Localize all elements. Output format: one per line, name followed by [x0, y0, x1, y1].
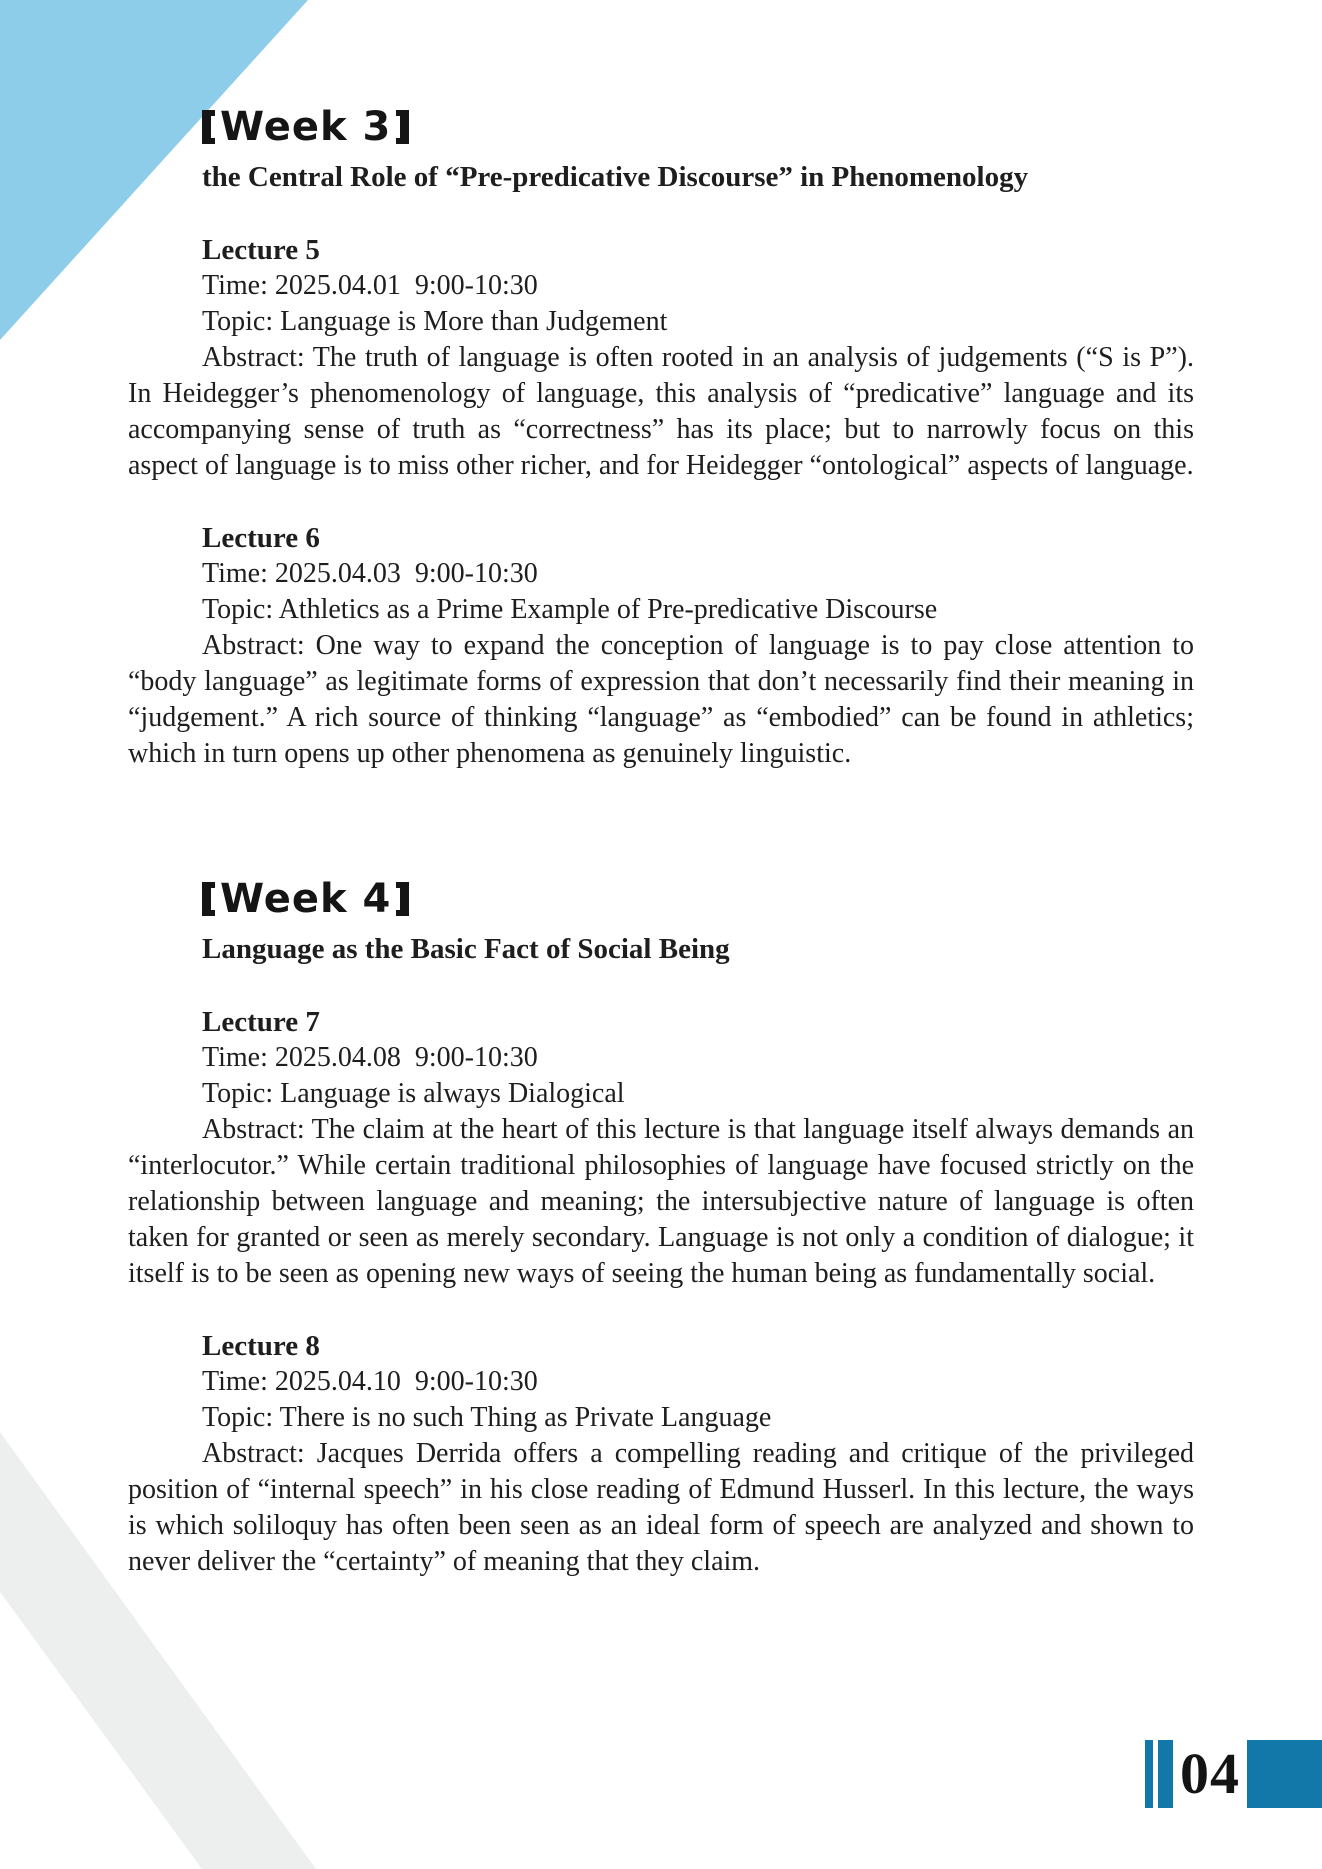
lecture-8-time: Time: 2025.04.10 9:00-10:30	[202, 1366, 538, 1397]
lecture-7-time: Time: 2025.04.08 9:00-10:30	[202, 1042, 538, 1073]
lecture-8-topic: Topic: There is no such Thing as Private Language	[202, 1402, 772, 1433]
page-content	[128, 0, 1194, 1580]
lecture-5-title: Lecture 5	[202, 234, 320, 266]
week-4-heading-label: Week 4	[220, 876, 392, 922]
lecture-5-block	[128, 232, 1194, 484]
week-4-heading	[202, 876, 1194, 922]
week-4-subtitle: Language as the Basic Fact of Social Being	[202, 933, 730, 965]
footer-blue-block-decoration	[1247, 1740, 1322, 1808]
week-3-heading	[202, 104, 1194, 150]
page-number: 04	[1180, 1741, 1240, 1806]
lenticular-bracket-right-icon	[396, 110, 409, 144]
lecture-7-abstract: Abstract: The claim at the heart of this lecture is that language itself always demands an “interlocutor.” While certain traditional philosophies of language have focused strictly on the relationship between language and meaning; the intersubjective nature of language is often taken for granted or seen as merely secondary. Language is not only a condition of dialogue; it itself is to be seen as opening new ways of seeing the human being as fundamentally social.	[128, 1114, 1194, 1289]
lecture-7-block	[128, 1004, 1194, 1292]
week-3-subtitle: the Central Role of “Pre-predicative Discourse” in Phenomenology	[202, 161, 1029, 193]
lenticular-bracket-left-icon	[202, 110, 215, 144]
week-3-heading-label: Week 3	[220, 104, 392, 150]
page-footer	[1145, 1740, 1322, 1808]
lecture-8-title: Lecture 8	[202, 1330, 320, 1362]
lecture-5-abstract: Abstract: The truth of language is often rooted in an analysis of judgements (“S is P”). In Heidegger’s phenomenology of language, this analysis of “predicative” language and its accompanying sense of truth as “correctness” has its place; but to narrowly focus on this aspect of language is to miss other richer, and for Heidegger “ontological” aspects of language.	[128, 342, 1194, 481]
lecture-8-abstract: Abstract: Jacques Derrida offers a compelling reading and critique of the privileged position of “internal speech” in his close reading of Edmund Husserl. In this lecture, the ways is which soliloquy has often been seen as an ideal form of speech are analyzed and shown to never deliver the “certainty” of meaning that they claim.	[128, 1438, 1194, 1577]
week-3-section	[128, 104, 1194, 772]
lecture-5-topic: Topic: Language is More than Judgement	[202, 306, 668, 337]
lecture-7-title: Lecture 7	[202, 1006, 320, 1038]
lecture-5-time: Time: 2025.04.01 9:00-10:30	[202, 270, 538, 301]
week-4-section	[128, 876, 1194, 1580]
lenticular-bracket-right-icon	[396, 882, 409, 916]
lecture-6-title: Lecture 6	[202, 522, 320, 554]
lecture-6-block	[128, 520, 1194, 772]
lecture-6-topic: Topic: Athletics as a Prime Example of Pre-predicative Discourse	[202, 594, 938, 625]
lenticular-bracket-left-icon	[202, 882, 215, 916]
footer-thin-bar-decoration	[1145, 1740, 1153, 1808]
lecture-8-block	[128, 1328, 1194, 1580]
lecture-6-time: Time: 2025.04.03 9:00-10:30	[202, 558, 538, 589]
lecture-6-abstract: Abstract: One way to expand the conception of language is to pay close attention to “body language” as legitimate forms of expression that don’t necessarily find their meaning in “judgement.” A rich source of thinking “language” as “embodied” can be found in athletics; which in turn opens up other phenomena as genuinely linguistic.	[128, 630, 1194, 769]
footer-wide-bar-decoration	[1158, 1740, 1173, 1808]
lecture-7-topic: Topic: Language is always Dialogical	[202, 1078, 625, 1109]
